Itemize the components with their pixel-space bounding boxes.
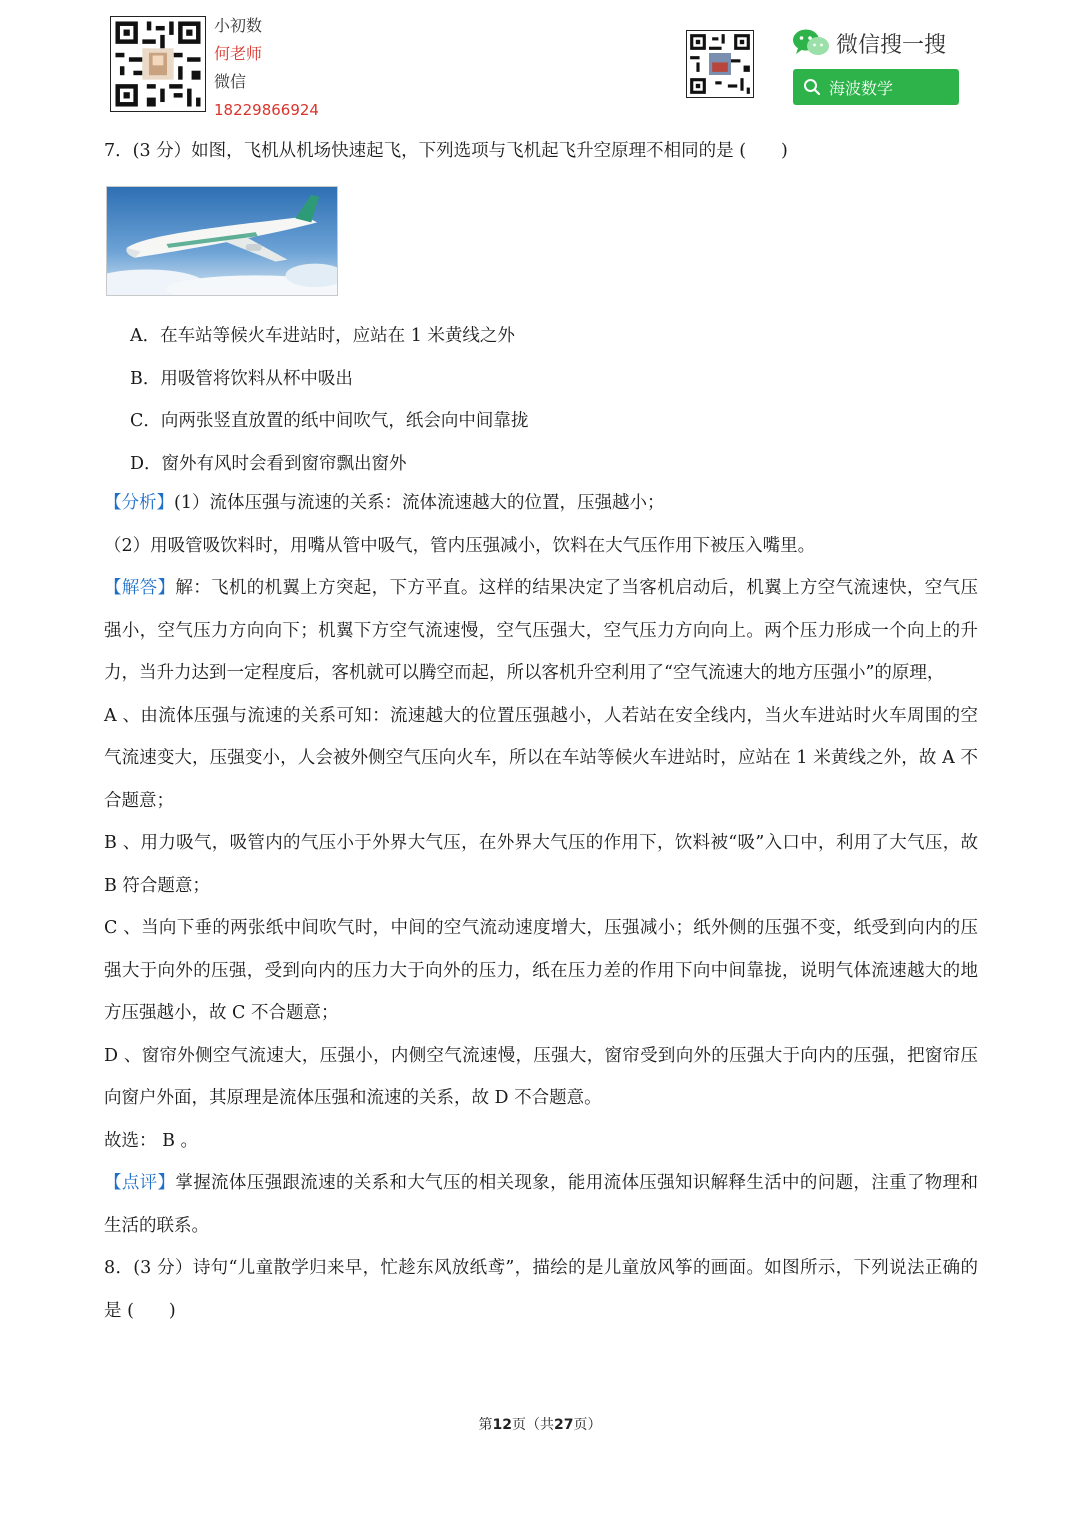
comment-tag: 【点评】: [104, 1173, 176, 1193]
option-a: A．在车站等候火车进站时，应站在 1 米黄线之外: [130, 326, 515, 346]
option-d: D．窗外有风时会看到窗帘飘出窗外: [130, 454, 407, 474]
contact-teacher: 何老师: [214, 44, 263, 63]
option-b: B．用吸管将饮料从杯中吸出: [130, 369, 353, 389]
answer-intro-text: 解：飞机的机翼上方突起，下方平直。这样的结果决定了当客机启动后，机翼上方空气流速快，空气压强小，空气压力方向向下；机翼下方空气流速慢，空气压强大，空气压力方向向上。两个压力形成一个向上的升力，当升力达到一定程度后，客机就可以腾空而起，所以客机升空利用了“空气流速大的地方压强小”的原理，: [104, 578, 978, 683]
airplane-image: [106, 186, 338, 296]
airplane-illustration-icon: [107, 187, 337, 295]
search-button-label: 海波数学: [829, 78, 894, 98]
answer-d: D 、窗帘外侧空气流速大，压强小，内侧空气流速慢，压强大，窗帘受到向外的压强大于向内的压强，把窗帘压向窗户外面，其原理是流体压强和流速的关系，故 D 不合题意。: [104, 1045, 978, 1108]
footer-page-number: 12: [492, 1417, 512, 1433]
analysis-line-2: （2）用吸管吸饮料时，用嘴从管中吸气，管内压强减小，饮料在大气压作用下被压入嘴里。: [104, 535, 816, 556]
footer-total-pages: 27: [554, 1417, 574, 1433]
search-button[interactable]: [793, 69, 959, 105]
qr-code-icon: [687, 31, 753, 97]
footer-middle: 页（共: [512, 1417, 554, 1433]
analysis-line-1: [104, 482, 978, 525]
wechat-search-title: 微信搜一搜: [836, 33, 947, 58]
search-icon: [803, 78, 821, 96]
page-footer: [0, 1414, 1080, 1434]
comment: [104, 1162, 978, 1247]
answer-a: A 、由流体压强与流速的关系可知：流速越大的位置压强越小，人若站在安全线内，当火车进站时火车周围的空气流速变大，压强变小，人会被外侧空气压向火车，所以在车站等候火车进站时，应站在 1 米黄线之外，故 A 不合题意；: [104, 705, 978, 811]
comment-text: 掌握流体压强跟流速的关系和大气压的相关现象，能用流体压强知识解释生活中的问题，注重了物理和生活的联系。: [104, 1173, 978, 1236]
solution-body: [104, 482, 978, 1332]
question-7-stem: 7．(3 分）如图，飞机从机场快速起飞，下列选项与飞机起飞升空原理不相同的是 ( ): [104, 141, 788, 161]
analysis-tag: 【分析】: [104, 493, 174, 513]
answer-intro: [104, 567, 978, 695]
contact-wechat: 微信: [214, 72, 247, 91]
answer-tag: 【解答】: [104, 578, 176, 598]
option-c: C．向两张竖直放置的纸中间吹气，纸会向中间靠拢: [130, 411, 529, 431]
answer-choice: 故选： B 。: [104, 1130, 198, 1151]
qr-code-icon: [111, 17, 205, 111]
answer-c: C 、当向下垂的两张纸中间吹气时，中间的空气流动速度增大，压强减小；纸外侧的压强不变，纸受到向内的压强大于向外的压强，受到向内的压力大于向外的压力，纸在压力差的作用下向中间靠拢，说明气体流速越大的地方压强越小，故 C 不合题意；: [104, 918, 978, 1023]
answer-b: B 、用力吸气，吸管内的气压小于外界大气压，在外界大气压的作用下，饮料被“吸”入口中，利用了大气压，故 B 符合题意；: [104, 833, 978, 896]
wechat-icon: [792, 28, 830, 58]
contact-phone: 18229866924: [214, 101, 319, 119]
footer-prefix: 第: [478, 1417, 493, 1433]
question-8-stem: 8．(3 分）诗句“儿童散学归来早，忙趁东风放纸鸢”，描绘的是儿童放风筝的画面。如图所示，下列说法正确的是 ( ): [104, 1258, 978, 1321]
qr-code-right: [686, 30, 754, 98]
qr-code-left: [110, 16, 206, 112]
contact-info: [214, 12, 324, 124]
contact-line-1: 小初数: [214, 16, 263, 35]
analysis-text: (1）流体压强与流速的关系：流体流速越大的位置，压强越小；: [174, 493, 665, 513]
footer-suffix: 页）: [573, 1417, 602, 1433]
